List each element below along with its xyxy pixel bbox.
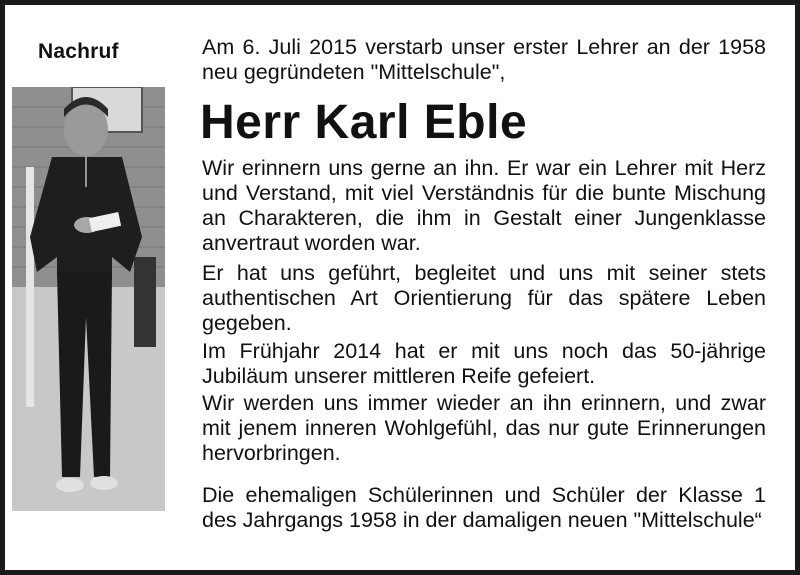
intro-text: Am 6. Juli 2015 verstarb unser erster Lehrer an der 1958 neu gegründeten "Mittelschule", xyxy=(202,35,766,84)
deceased-name: Herr Karl Eble xyxy=(200,96,528,149)
paragraph: Er hat uns geführt, begleitet und uns mit seiner stets authentischen Art Orientierung für das spätere Leben gegeben. xyxy=(202,261,766,335)
paragraph: Im Frühjahr 2014 hat er mit uns noch das 50-jährige Jubiläum unserer mittleren Reife gefeiert. xyxy=(202,339,766,388)
portrait-photo xyxy=(12,87,165,511)
signature: Die ehemaligen Schülerinnen und Schüler der Klasse 1 des Jahrgangs 1958 in der damaligen neuen "Mittelschule“ xyxy=(202,483,766,532)
paragraph: Wir erinnern uns gerne an ihn. Er war ein Lehrer mit Herz und Verstand, mit viel Verständnis für die bunte Mischung an Charakteren, die ihm in Gestalt einer Jungenklasse anvertraut worden war. xyxy=(202,156,766,255)
paragraph: Wir werden uns immer wieder an ihn erinnern, und zwar mit jenem inneren Wohlgefühl, das nur gute Erinnerungen hervorbringen. xyxy=(202,391,766,465)
notice-label: Nachruf xyxy=(38,40,119,63)
